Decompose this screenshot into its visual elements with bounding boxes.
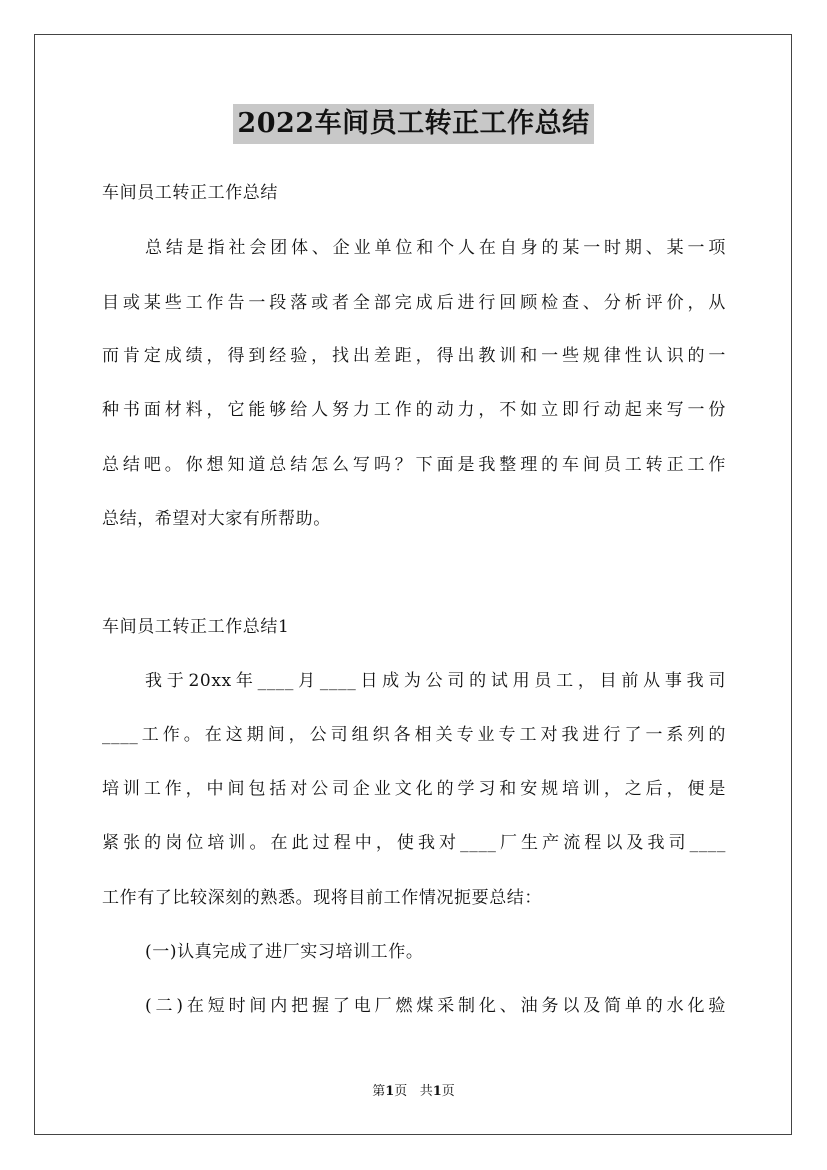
intro-line: 总结，希望对大家有所帮助。 xyxy=(102,509,331,529)
page-footer xyxy=(0,1084,827,1100)
body-line: ____工作。在这期间，公司组织各相关专业专工对我进行了一系列的 xyxy=(102,725,726,745)
section-heading: 车间员工转正工作总结1 xyxy=(102,617,290,637)
subtitle: 车间员工转正工作总结 xyxy=(102,183,278,203)
body-line: 培训工作，中间包括对公司企业文化的学习和安规培训，之后，便是 xyxy=(102,779,726,799)
page-prefix: 第 xyxy=(372,1084,386,1099)
intro-line: 而肯定成绩，得到经验，找出差距，得出教训和一些规律性认识的一 xyxy=(102,346,726,366)
body-line: 紧张的岗位培训。在此过程中，使我对____厂生产流程以及我司____ xyxy=(102,833,726,853)
page-suffix: 页 xyxy=(394,1084,408,1099)
body-line: 工作有了比较深刻的熟悉。现将目前工作情况扼要总结： xyxy=(102,888,542,908)
document-title: 2022车间员工转正工作总结 xyxy=(233,104,593,144)
intro-line: 目或某些工作告一段落或者全部完成后进行回顾检查、分析评价，从 xyxy=(102,293,726,313)
list-item: (二)在短时间内把握了电厂燃煤采制化、油务以及简单的水化验 xyxy=(145,996,726,1016)
intro-line: 总结吧。你想知道总结怎么写吗？下面是我整理的车间员工转正工作 xyxy=(102,455,726,475)
title-container xyxy=(0,104,827,144)
total-pages: 1 xyxy=(432,1084,442,1099)
intro-line: 总结是指社会团体、企业单位和个人在自身的某一时期、某一项 xyxy=(145,238,726,258)
intro-line: 种书面材料，它能够给人努力工作的动力，不如立即行动起来写一份 xyxy=(102,400,726,420)
body-line: 我于20xx年____月____日成为公司的试用员工，目前从事我司 xyxy=(145,671,726,691)
total-suffix: 页 xyxy=(441,1084,455,1099)
page-number: 1 xyxy=(385,1084,395,1099)
list-item: (一)认真完成了进厂实习培训工作。 xyxy=(145,942,424,962)
total-prefix: 共 xyxy=(419,1084,433,1099)
